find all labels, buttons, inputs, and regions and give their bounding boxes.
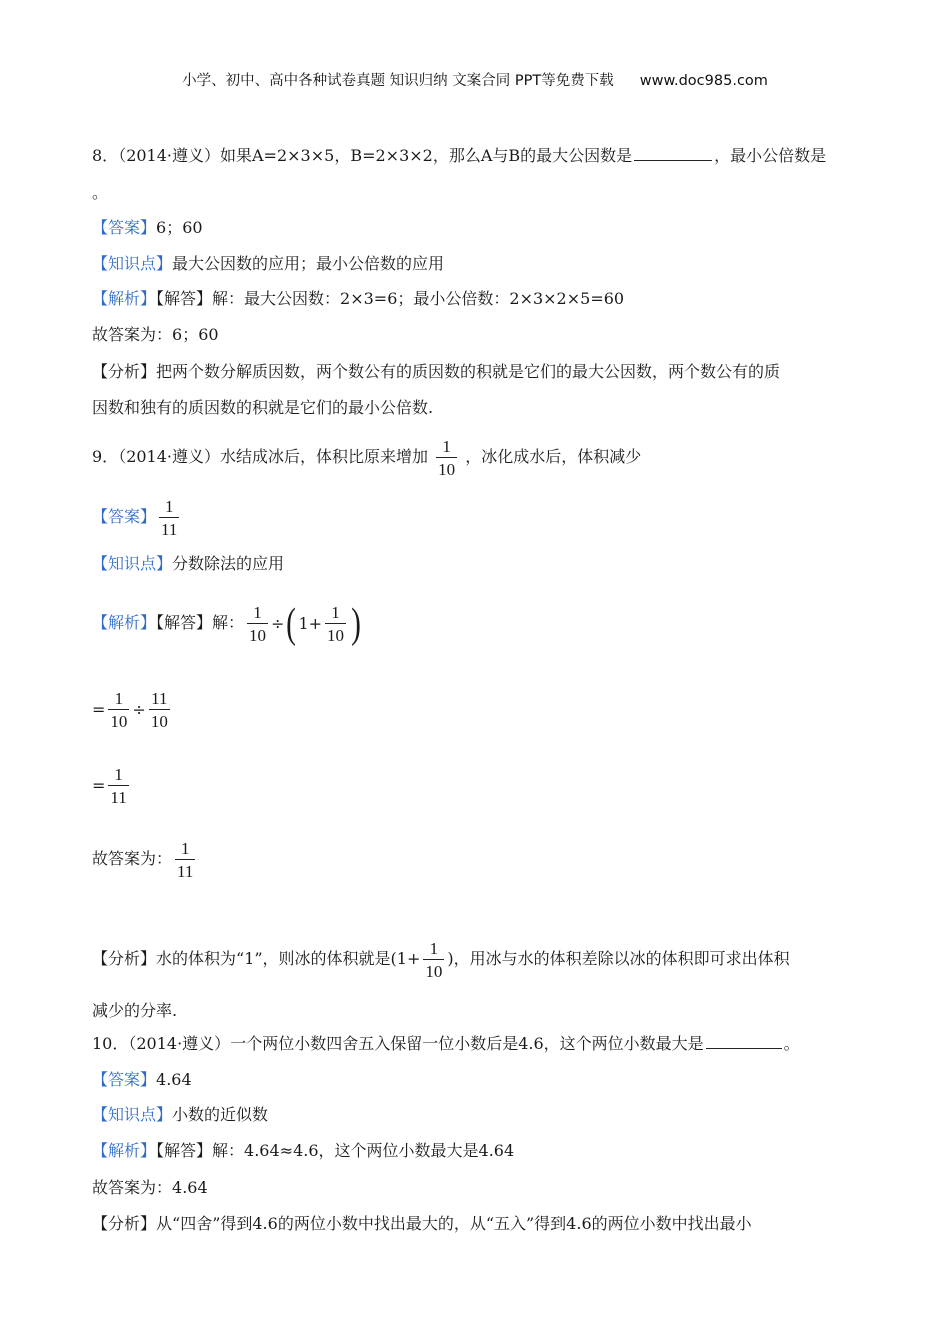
q9-knowledge-value: 分数除法的应用 <box>172 554 285 573</box>
q10-answer <box>92 1070 192 1090</box>
solution-label: 【解答】 <box>156 613 213 632</box>
q8-answer-value: 6；60 <box>156 218 203 237</box>
q8-stem <box>92 146 826 166</box>
q8-final <box>92 325 219 345</box>
so-answer-label: 故答案为： <box>92 1178 173 1197</box>
fraction-11-10: $\frac{11}{10}$ <box>150 688 168 731</box>
q8-text-a: 如果A=2×3×5，B=2×3×2，那么A与B的最大公因数是 <box>220 146 633 165</box>
q9-answer-fraction: $\frac{1}{11}$ <box>161 496 178 539</box>
q8-review-1: 把两个数分解质因数，两个数公有的质因数的积就是它们的最大公因数，两个数公有的质 <box>156 362 781 381</box>
q9-stem <box>92 434 641 480</box>
q10-solution: 解：4.64≈4.6，这个两位小数最大是4.64 <box>212 1141 515 1160</box>
q9-text-b: ，冰化成水后，体积减少 <box>465 447 642 466</box>
analysis-label: 【解析】 <box>92 613 157 632</box>
q10-review-text: 从“四舍”得到4.6的两位小数中找出最大的，从“五入”得到4.6的两位小数中找出最小 <box>156 1214 752 1233</box>
q10-text-a: 一个两位小数四舍五入保留一位小数后是4.6，这个两位小数最大是 <box>230 1034 704 1053</box>
divide-sign: ÷ <box>271 613 285 633</box>
right-paren: ) <box>351 600 361 647</box>
q9-answer <box>92 494 182 540</box>
q9-final <box>92 836 198 882</box>
page-header <box>0 69 950 90</box>
q9-text-a: 水结成冰后，体积比原来增加 <box>220 447 429 466</box>
answer-label: 【答案】 <box>92 507 157 526</box>
q8-knowledge <box>92 254 444 274</box>
q8-source: （2014·遵义） <box>118 146 220 165</box>
q10-stem <box>92 1034 800 1054</box>
fraction-1-10: $\frac{1}{10}$ <box>249 602 267 645</box>
fraction-1-10: $\frac{1}{10}$ <box>110 688 128 731</box>
so-answer-label: 故答案为： <box>92 325 173 344</box>
header-text: 小学、初中、高中各种试卷真题 知识归纳 文案合同 PPT等免费下载 <box>182 73 614 89</box>
q10-blank <box>706 1034 782 1049</box>
q10-text-b: 。 <box>783 1034 800 1053</box>
q10-answer-value: 4.64 <box>156 1070 192 1089</box>
q10-final <box>92 1178 208 1198</box>
q8-analysis <box>92 289 624 309</box>
q9-analysis <box>92 598 363 649</box>
knowledge-label: 【知识点】 <box>92 254 173 273</box>
divide-sign: ÷ <box>132 699 146 719</box>
q8-stem-end <box>92 183 108 203</box>
equals-sign: = <box>92 775 106 795</box>
solution-label: 【解答】 <box>156 1141 213 1160</box>
left-paren: ( <box>286 600 297 647</box>
fraction-1-10: $\frac{1}{10}$ <box>425 938 443 981</box>
q9-review-a: 水的体积为“1”，则冰的体积就是(1+ <box>156 949 421 968</box>
q8-answer <box>92 218 203 238</box>
q9-knowledge <box>92 554 284 574</box>
q10-knowledge-value: 小数的近似数 <box>172 1105 269 1124</box>
one-plus: 1+ <box>298 613 323 633</box>
q8-review-2: 因数和独有的质因数的积就是它们的最小公倍数. <box>92 398 434 417</box>
q10-source: （2014·遵义） <box>128 1034 231 1053</box>
answer-label: 【答案】 <box>92 1070 157 1089</box>
header-url[interactable]: www.doc985.com <box>639 73 768 89</box>
equals-sign: = <box>92 699 106 719</box>
q8-text-b: ，最小公倍数是 <box>714 146 827 165</box>
q8-blank-1 <box>634 146 712 161</box>
q10-knowledge <box>92 1105 268 1125</box>
q8-number: 8． <box>92 146 119 165</box>
fraction-1-10: $\frac{1}{10}$ <box>438 436 456 479</box>
knowledge-label: 【知识点】 <box>92 1105 173 1124</box>
answer-label: 【答案】 <box>92 218 157 237</box>
q8-final-value: 6；60 <box>172 325 219 344</box>
so-answer-label: 故答案为： <box>92 849 173 868</box>
knowledge-label: 【知识点】 <box>92 554 173 573</box>
solution-label: 【解答】 <box>156 289 213 308</box>
q10-final-value: 4.64 <box>172 1178 208 1197</box>
q10-analysis <box>92 1141 514 1161</box>
analysis-label: 【解析】 <box>92 289 157 308</box>
q9-review-b: )，用冰与水的体积差除以冰的体积即可求出体积 <box>447 949 790 968</box>
q9-review-2: 减少的分率. <box>92 1001 178 1020</box>
q10-review <box>92 1214 752 1234</box>
fraction-1-10: $\frac{1}{10}$ <box>327 602 345 645</box>
q9-review-line-1 <box>92 936 790 982</box>
q8-review-line-1 <box>92 362 780 382</box>
q10-number: 10． <box>92 1034 129 1053</box>
review-label: 【分析】 <box>92 362 157 381</box>
q9-number: 9． <box>92 447 119 466</box>
q9-step-1 <box>92 686 173 733</box>
review-label: 【分析】 <box>92 949 157 968</box>
review-label: 【分析】 <box>92 1214 157 1233</box>
q9-source: （2014·遵义） <box>118 447 220 466</box>
q8-text-c: 。 <box>92 183 109 202</box>
q9-solve-prefix: 解： <box>212 613 245 632</box>
q8-knowledge-value: 最大公因数的应用；最小公倍数的应用 <box>172 254 445 273</box>
q8-solution: 解：最大公因数：2×3=6；最小公倍数：2×3×2×5=60 <box>212 289 625 308</box>
analysis-label: 【解析】 <box>92 1141 157 1160</box>
q9-step-2 <box>92 762 132 809</box>
q8-review-line-2 <box>92 398 433 418</box>
q9-review-line-2 <box>92 1001 177 1021</box>
fraction-1-11: $\frac{1}{11}$ <box>110 764 127 807</box>
fraction-1-11: $\frac{1}{11}$ <box>177 838 194 881</box>
